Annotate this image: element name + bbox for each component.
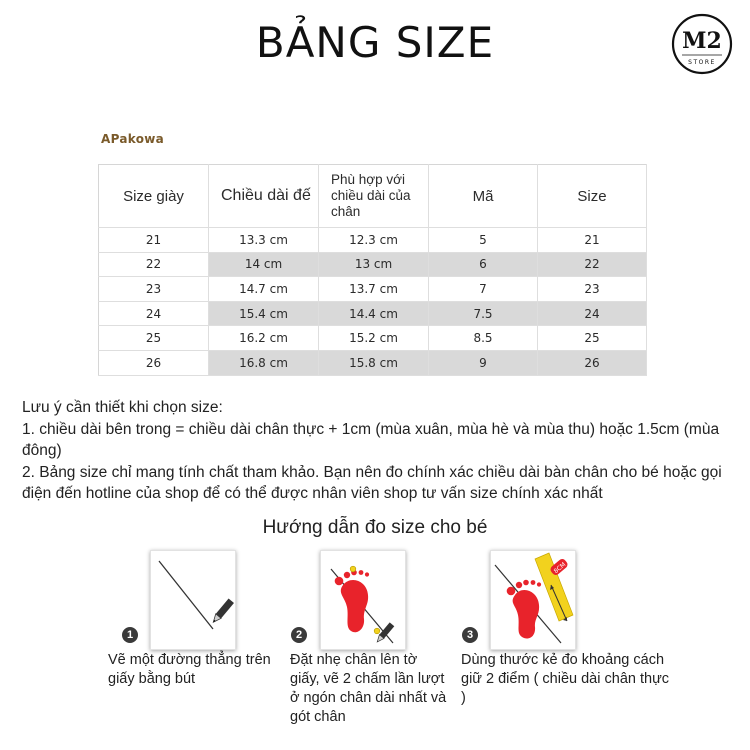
table-cell: 26 [538,350,647,375]
table-cell: 13 cm [319,252,429,277]
table-cell: 16.8 cm [209,350,319,375]
table-cell: 5 [429,228,538,253]
brand-name: APakowa [101,132,165,146]
page-title: BẢNG SIZE [255,18,495,67]
pencil-icon [211,598,234,624]
table-cell: 14.4 cm [319,301,429,326]
step-1-text: Vẽ một đường thẳng trên giấy bằng bút [108,652,271,687]
table-cell: 25 [99,326,209,351]
header-size-giay: Size giày [99,165,209,228]
brand-logo [101,132,164,146]
table-row [99,252,647,277]
table-cell: 26 [99,350,209,375]
table-cell: 6 [429,252,538,277]
table-cell: 13.7 cm [319,277,429,302]
m2-store-logo [670,12,734,76]
table-cell: 13.3 cm [209,228,319,253]
toe-dot [350,566,356,572]
table-cell: 15.2 cm [319,326,429,351]
step-1-number: 1 [122,627,138,643]
logo-mark: M2 [682,28,722,54]
logo-sub: STORE [688,59,716,66]
table-cell: 8.5 [429,326,538,351]
table-cell: 14 cm [209,252,319,277]
step-2-text: Đặt nhẹ chân lên tờ giấy, vẽ 2 chấm lần lượt ở ngón chân dài nhất và gót chân [290,652,447,725]
step-3-number: 3 [462,627,478,643]
header-phu-hop: Phù hợp với chiều dài của chân [319,165,429,228]
table-row [99,326,647,351]
step-3-illustration [490,550,576,650]
heel-dot [374,628,380,634]
table-cell: 14.7 cm [209,277,319,302]
header-ma: Mã [429,165,538,228]
table-cell: 22 [99,252,209,277]
table-cell: 9 [429,350,538,375]
drawn-line [159,561,213,629]
table-cell: 21 [99,228,209,253]
notes-item-2: 2. Bảng size chỉ mang tính chất tham khảo. Bạn nên đo chính xác chiều dài bàn chân cho bé hoặc gọi điện đến hotline của shop để có thể được nhân viên shop tư vấn size chính xác nhất [22,463,722,502]
table-row [99,228,647,253]
table-cell: 22 [538,252,647,277]
table-cell: 24 [538,301,647,326]
table-row [99,350,647,375]
table-row [99,277,647,302]
table-cell: 7.5 [429,301,538,326]
notes-heading: Lưu ý cần thiết khi chọn size: [22,399,223,416]
step-2-number: 2 [291,627,307,643]
table-cell: 25 [538,326,647,351]
table-row [99,301,647,326]
step-3-text: Dùng thước kẻ đo khoảng cách giữ 2 điểm ( chiều dài chân thực ) [461,652,670,706]
notes-item-1: 1. chiều dài bên trong = chiều dài chân thực + 1cm (mùa xuân, mùa hè và mùa thu) hoặc 1.5cm (mùa đông) [22,420,720,459]
step-1-illustration [150,550,236,650]
table-cell: 12.3 cm [319,228,429,253]
header-chieu-dai-de: Chiều dài đế [209,165,319,228]
header-size: Size [538,165,647,228]
foot-icon [335,570,369,633]
table-cell: 24 [99,301,209,326]
size-table [98,164,647,376]
step-2-illustration [320,550,406,650]
table-cell: 7 [429,277,538,302]
ruler-label: 8CM [552,561,568,576]
table-cell: 15.8 cm [319,350,429,375]
table-cell: 15.4 cm [209,301,319,326]
foot-icon [507,580,541,639]
ruler-icon [535,553,573,621]
table-cell: 23 [99,277,209,302]
size-notes [22,397,744,505]
table-cell: 23 [538,277,647,302]
table-cell: 21 [538,228,647,253]
table-cell: 16.2 cm [209,326,319,351]
guide-title: Hướng dẫn đo size cho bé [262,517,488,538]
